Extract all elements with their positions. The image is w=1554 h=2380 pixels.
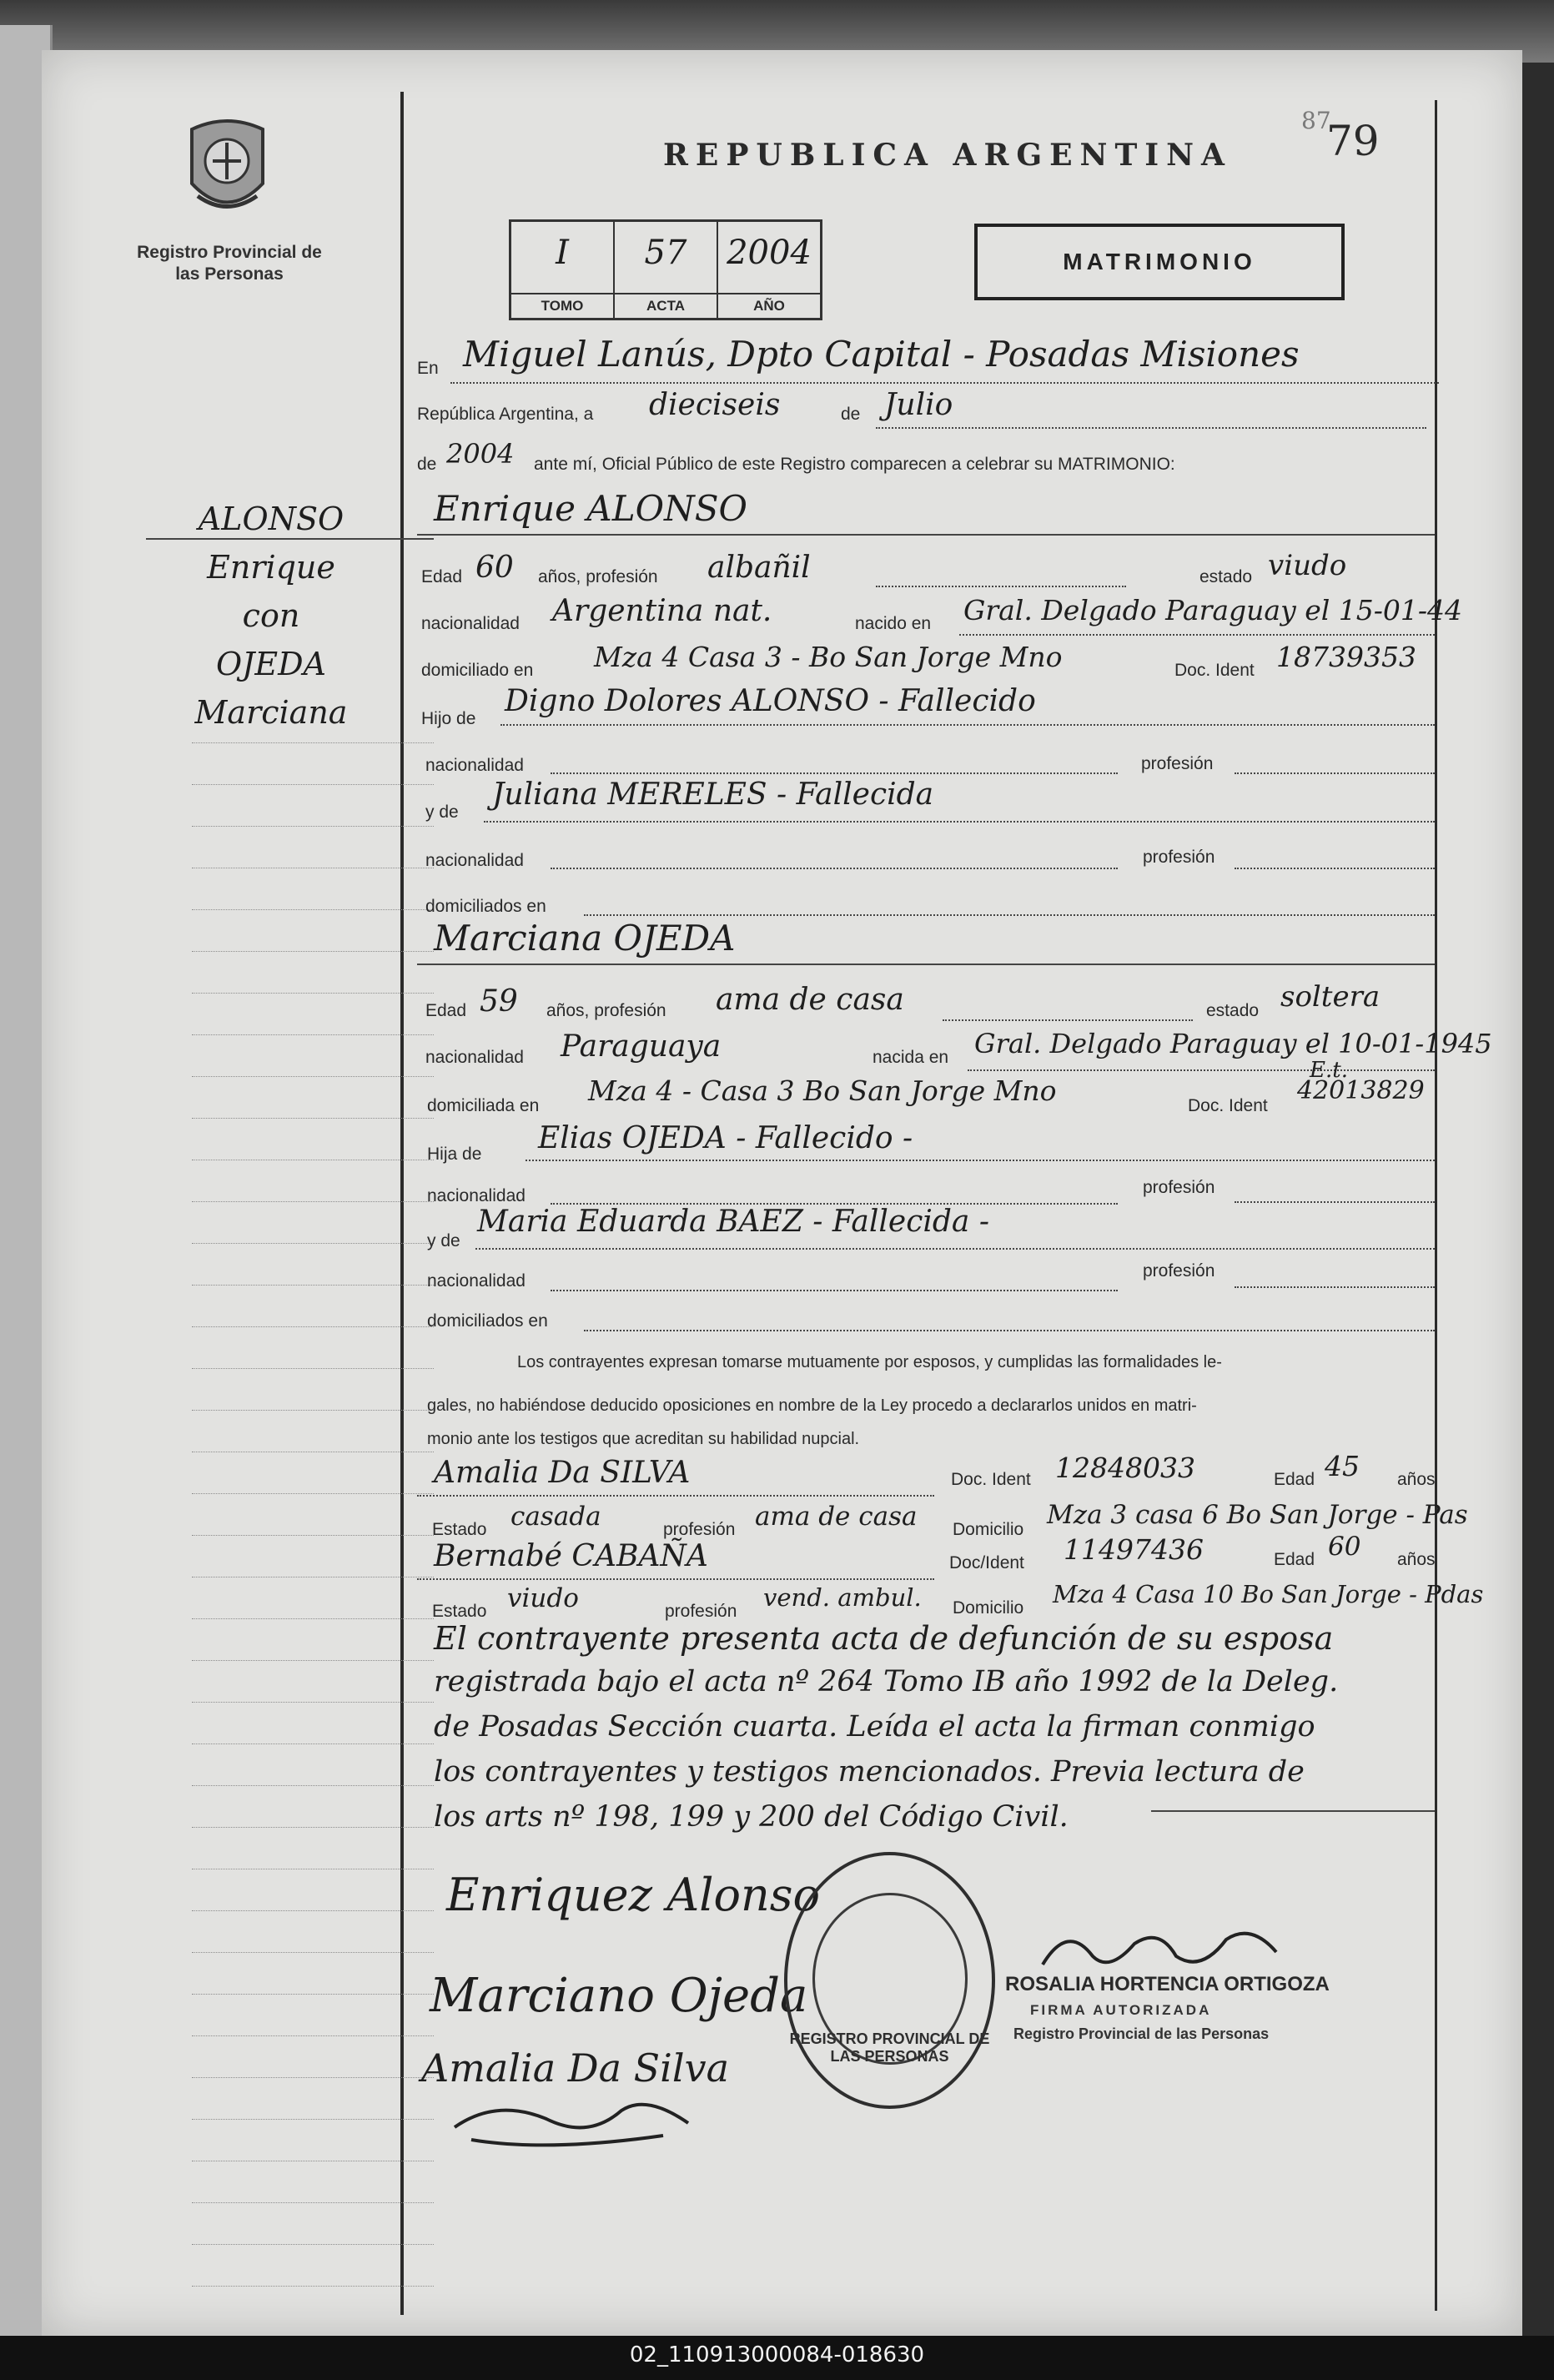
- bride-domiciliados-line: [584, 1330, 1435, 1331]
- anio-value: 2004: [727, 234, 812, 272]
- witness-2-status: viudo: [507, 1583, 579, 1613]
- intro-statement: ante mí, Oficial Público de este Registro comparecen a celebrar su MATRIMONIO:: [534, 455, 1175, 474]
- right-border-line: [1435, 100, 1437, 2311]
- margin-rule: [192, 2244, 434, 2246]
- margin-rule: [192, 1952, 434, 1954]
- margin-divider-line: [400, 92, 404, 2315]
- bride-domiciliados-label: domiciliados en: [427, 1311, 548, 1331]
- groom-hijo-label: Hijo de: [421, 709, 476, 728]
- official-role: FIRMA AUTORIZADA: [1030, 2002, 1212, 2018]
- margin-rule: [192, 2077, 434, 2079]
- groom-name: Enrique ALONSO: [434, 488, 747, 529]
- bride-nac2-label: nacionalidad: [427, 1271, 526, 1291]
- margin-rule: [192, 2286, 434, 2287]
- margin-rule: [192, 742, 434, 744]
- margin-rule: [192, 1618, 434, 1620]
- margin-rule: [192, 868, 434, 869]
- margin-rule: [192, 1285, 434, 1286]
- groom-birth-line: [959, 634, 1435, 636]
- note-line: El contrayente presenta acta de defunción de su esposa: [434, 1620, 1334, 1657]
- bride-nac2-line: [551, 1290, 1118, 1291]
- bride-prof2-line: [1235, 1286, 1435, 1288]
- note-line: los contrayentes y testigos mencionados. Previa lectura de: [434, 1755, 1305, 1789]
- bride-age: 59: [480, 984, 518, 1019]
- month-line: [876, 427, 1426, 429]
- en-label: En: [417, 359, 439, 378]
- margin-rule: [192, 909, 434, 911]
- groom-profession-line: [876, 586, 1126, 587]
- note-line: los arts nº 198, 199 y 200 del Código Civil.: [434, 1800, 1069, 1834]
- declaration-line: gales, no habiéndose deducido oposiciones en nombre de la Ley procedo a declararlos unidos en matri-: [427, 1396, 1197, 1415]
- groom-estado-label: estado: [1199, 567, 1253, 586]
- bride-estado-label: estado: [1206, 1001, 1260, 1020]
- month-value: Julio: [884, 388, 953, 422]
- margin-rule: [192, 1368, 434, 1370]
- witness-2-address: Mza 4 Casa 10 Bo San Jorge - Pdas: [1053, 1580, 1484, 1608]
- margin-rule: [192, 1034, 434, 1036]
- margin-rule: [192, 1452, 434, 1453]
- declaration-line: Los contrayentes expresan tomarse mutuamente por esposos, y cumplidas las formalidades le-: [517, 1353, 1222, 1371]
- bride-birth: Gral. Delgado Paraguay el 10-01-1945: [974, 1028, 1492, 1059]
- tomo-value: I: [556, 234, 569, 272]
- bride-mother: Maria Eduarda BAEZ - Fallecida -: [477, 1205, 990, 1239]
- margin-rule: [192, 1702, 434, 1703]
- groom-yde-label: y de: [425, 803, 459, 822]
- image-filename: 02_110913000084-018630: [629, 2342, 925, 2367]
- margin-note-line: ALONSO: [198, 501, 344, 537]
- groom-father-line: [500, 724, 1435, 726]
- bride-doc: 42013829: [1297, 1076, 1425, 1105]
- bride-father-line: [526, 1160, 1435, 1161]
- groom-name-line: [417, 534, 1435, 536]
- groom-doc: 18739353: [1276, 641, 1416, 673]
- year-prefix: de: [417, 455, 437, 474]
- groom-domiciliados-line: [584, 914, 1435, 916]
- witness-2-age: 60: [1328, 1532, 1361, 1562]
- bride-mother-line: [475, 1248, 1435, 1250]
- margin-rule: [192, 993, 434, 994]
- margin-rule: [192, 1160, 434, 1161]
- margin-rule: [192, 1326, 434, 1328]
- margin-rule: [192, 1535, 434, 1537]
- bride-prof2-label: profesión: [1143, 1261, 1215, 1281]
- official-name: ROSALIA HORTENCIA ORTIGOZA: [1005, 1973, 1330, 1995]
- acta-value: 57: [644, 234, 687, 272]
- witness-2-name: Bernabé CABAÑA: [434, 1539, 708, 1573]
- margin-rule: [192, 826, 434, 828]
- de-label: de: [841, 405, 861, 424]
- groom-nacionalidad-label: nacionalidad: [421, 614, 520, 633]
- margin-rule: [192, 1410, 434, 1411]
- margin-rule: [192, 1243, 434, 1245]
- witness-1-anos-label: años: [1397, 1470, 1436, 1489]
- bride-doc-extra: E.t.: [1310, 1058, 1348, 1083]
- anio-cell: [718, 222, 820, 318]
- bride-hija-label: Hija de: [427, 1145, 482, 1164]
- margin-rule: [192, 784, 434, 786]
- groom-birth: Gral. Delgado Paraguay el 15-01-44: [963, 594, 1463, 626]
- witness-2-edad-label: Edad: [1274, 1550, 1315, 1569]
- margin-rule: [192, 1493, 434, 1495]
- margin-note-line: con: [242, 597, 300, 634]
- bride-domicilio-label: domiciliada en: [427, 1096, 540, 1115]
- place-line: [450, 382, 1439, 384]
- groom-domicilio-label: domiciliado en: [421, 661, 534, 680]
- bride-profession: ama de casa: [716, 983, 904, 1017]
- groom-prof2-label: profesión: [1143, 848, 1215, 867]
- bride-profession-line: [943, 1019, 1193, 1021]
- signature-witness-1: Amalia Da Silva: [421, 2045, 730, 2091]
- witness-2-name-line: [417, 1578, 934, 1580]
- acta-cell: [615, 222, 718, 318]
- margin-rule: [192, 1118, 434, 1120]
- margin-rule: [192, 1869, 434, 1870]
- groom-address: Mza 4 Casa 3 - Bo San Jorge Mno: [594, 641, 1063, 673]
- bride-birth-line: [968, 1069, 1435, 1071]
- witness-2-doc-label: Doc/Ident: [949, 1553, 1024, 1572]
- groom-profesion-label: años, profesión: [538, 567, 658, 586]
- margin-note-line: Enrique: [207, 549, 335, 586]
- day-value: dieciseis: [649, 388, 781, 422]
- margin-rule: [192, 1660, 434, 1662]
- witness-1-profesion-label: profesión: [663, 1520, 736, 1539]
- acta-label: ACTA: [615, 293, 717, 318]
- margin-rule: [192, 1201, 434, 1203]
- bride-address: Mza 4 - Casa 3 Bo San Jorge Mno: [588, 1074, 1057, 1107]
- witness-1-address: Mza 3 casa 6 Bo San Jorge - Pas: [1047, 1500, 1468, 1530]
- groom-nac-line: [551, 772, 1118, 774]
- margin-rule: [192, 1994, 434, 1995]
- witness-1-domicilio-label: Domicilio: [953, 1520, 1024, 1539]
- witness-2-estado-label: Estado: [432, 1602, 487, 1621]
- margin-rule: [192, 1785, 434, 1787]
- witness-2-anos-label: años: [1397, 1550, 1436, 1569]
- witness-2-domicilio-label: Domicilio: [953, 1598, 1024, 1618]
- witness-1-status: casada: [510, 1502, 601, 1532]
- witness-1-edad-label: Edad: [1274, 1470, 1315, 1489]
- signature-groom: Enriquez Alonso: [446, 1869, 820, 1921]
- groom-status: viudo: [1268, 549, 1347, 582]
- bride-yde-label: y de: [427, 1231, 460, 1250]
- margin-rule: [192, 2035, 434, 2037]
- groom-mother: Juliana MERELES - Fallecida: [492, 777, 934, 812]
- act-type-box: MATRIMONIO: [974, 224, 1345, 300]
- groom-prof2-line: [1235, 868, 1435, 869]
- bride-father: Elias OJEDA - Fallecido -: [538, 1121, 913, 1155]
- margin-rule: [192, 1910, 434, 1912]
- bride-edad-label: Edad: [425, 1001, 467, 1020]
- registry-name: Registro Provincial de las Personas: [137, 243, 322, 284]
- page-number: 79: [1326, 117, 1380, 165]
- act-reference-box: [509, 219, 822, 320]
- margin-rule: [192, 1577, 434, 1578]
- bride-nac-label: nacionalidad: [427, 1186, 526, 1205]
- margin-rule: [192, 1743, 434, 1745]
- place-value: Miguel Lanús, Dpto Capital - Posadas Misiones: [463, 334, 1300, 375]
- anio-label: AÑO: [718, 293, 820, 318]
- margin-note-line: OJEDA: [215, 646, 327, 682]
- witness-1-doc-label: Doc. Ident: [951, 1470, 1031, 1489]
- groom-doc-label: Doc. Ident: [1174, 661, 1255, 680]
- groom-nationality: Argentina nat.: [552, 594, 772, 628]
- witness-2-profesion-label: profesión: [665, 1602, 737, 1621]
- bride-name: Marciana OJEDA: [434, 918, 736, 959]
- notes-closing-line: [1151, 1810, 1435, 1812]
- margin-rule: [192, 951, 434, 953]
- groom-nac2-label: nacionalidad: [425, 851, 524, 870]
- witness-1-name: Amalia Da SILVA: [434, 1456, 691, 1490]
- groom-age: 60: [475, 551, 514, 585]
- official-seal: [784, 1852, 995, 2109]
- witness-2-profession: vend. ambul.: [763, 1583, 922, 1612]
- note-line: de Posadas Sección cuarta. Leída el acta la firman conmigo: [434, 1710, 1315, 1743]
- margin-rule: [192, 1076, 434, 1078]
- bride-profesion-label: años, profesión: [546, 1001, 666, 1020]
- bride-nacida-label: nacida en: [873, 1048, 949, 1067]
- groom-prof-line: [1235, 772, 1435, 774]
- country-header: REPUBLICA ARGENTINA: [663, 138, 1232, 173]
- witness-2-doc: 11497436: [1064, 1533, 1204, 1566]
- signature-bride: Marciano Ojeda: [430, 1969, 808, 2023]
- seal-text: REGISTRO PROVINCIAL DE LAS PERSONAS: [789, 2030, 990, 2065]
- margin-rule: [192, 2119, 434, 2121]
- signature-witness-2-scribble: [446, 2094, 697, 2152]
- witness-1-name-line: [417, 1495, 934, 1497]
- margin-rule: [192, 2202, 434, 2204]
- groom-profession: albañil: [707, 551, 811, 585]
- bride-nacionalidad-label: nacionalidad: [425, 1048, 524, 1067]
- margin-note-line: Marciana: [194, 694, 348, 731]
- year-value: 2004: [446, 438, 515, 470]
- groom-prof-label: profesión: [1141, 754, 1214, 773]
- tomo-cell: [511, 222, 615, 318]
- provincial-coat-of-arms-icon: [179, 113, 275, 221]
- groom-nac2-line: [551, 868, 1118, 869]
- faint-page-number: 87: [1301, 107, 1331, 134]
- witness-1-estado-label: Estado: [432, 1520, 487, 1539]
- tomo-label: TOMO: [511, 293, 613, 318]
- note-line: registrada bajo el acta nº 264 Tomo IB año 1992 de la Deleg.: [434, 1665, 1339, 1698]
- bride-prof-line: [1235, 1201, 1435, 1203]
- official-org: Registro Provincial de las Personas: [1013, 2025, 1270, 2042]
- groom-father: Digno Dolores ALONSO - Fallecido: [505, 684, 1036, 718]
- groom-nac-label: nacionalidad: [425, 756, 524, 775]
- bride-status: soltera: [1280, 980, 1380, 1014]
- witness-1-age: 45: [1325, 1450, 1360, 1482]
- witness-1-profession: ama de casa: [755, 1502, 918, 1532]
- bride-prof-label: profesión: [1143, 1178, 1215, 1197]
- bride-doc-label: Doc. Ident: [1188, 1096, 1268, 1115]
- groom-mother-line: [484, 821, 1435, 823]
- margin-rule: [192, 2161, 434, 2162]
- republica-label: República Argentina, a: [417, 405, 594, 424]
- bride-nationality: Paraguaya: [561, 1029, 722, 1064]
- groom-domiciliados-label: domiciliados en: [425, 897, 546, 916]
- groom-edad-label: Edad: [421, 567, 463, 586]
- margin-top-rule: [146, 538, 434, 540]
- witness-1-doc: 12848033: [1055, 1452, 1195, 1484]
- bride-name-line: [417, 964, 1435, 965]
- declaration-line: monio ante los testigos que acreditan su habilidad nupcial.: [427, 1430, 860, 1448]
- margin-rule: [192, 1827, 434, 1829]
- groom-nacido-label: nacido en: [855, 614, 932, 633]
